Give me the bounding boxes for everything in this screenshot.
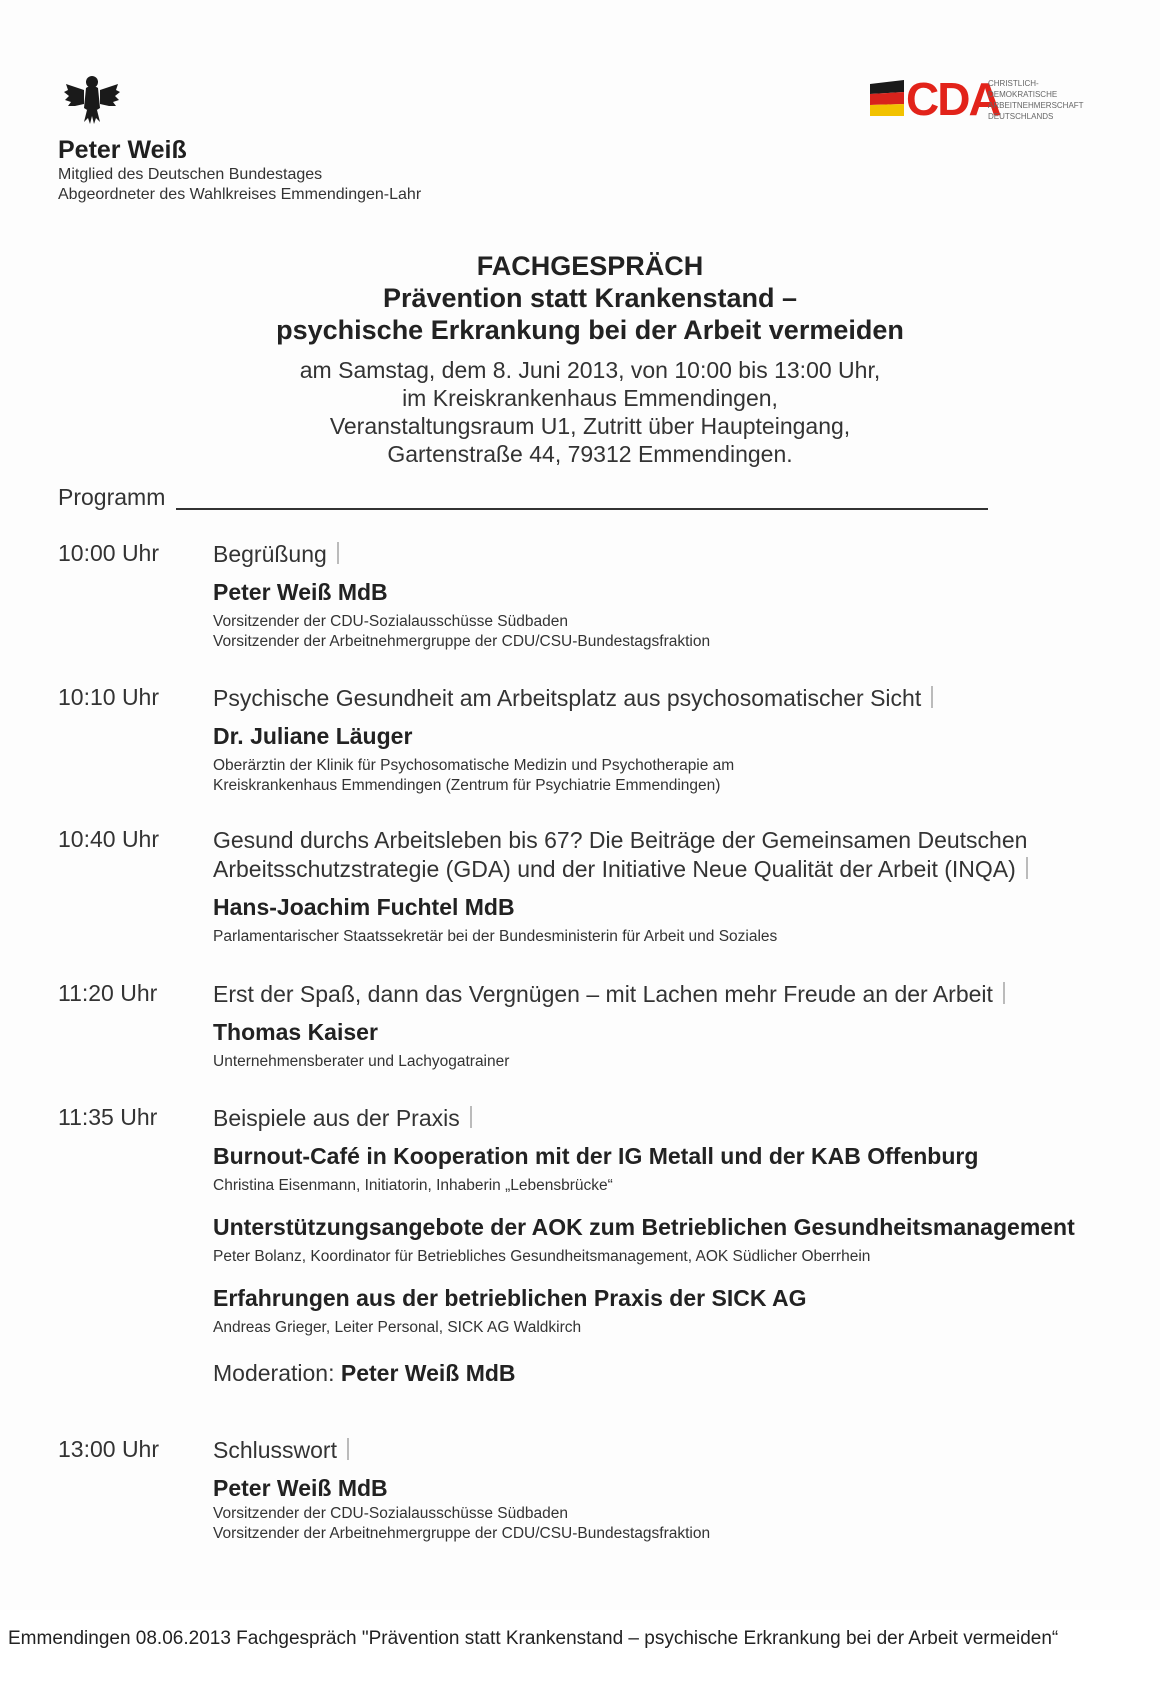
item-topic: Schlusswort [213,1436,1160,1465]
text-cursor-mark [337,542,339,564]
item-topic: Beispiele aus der Praxis [213,1104,1160,1133]
item-speaker: Dr. Juliane Läuger [213,723,413,749]
sender-name: Peter Weiß [58,136,187,164]
moderator-name: Peter Weiß MdB [340,1360,516,1386]
event-title-2: psychische Erkrankung bei der Arbeit vermeiden [276,315,904,345]
item-time: 11:20 Uhr [58,980,158,1006]
item-speaker: Peter Weiß MdB [213,1475,388,1501]
item-description: Unternehmensberater und Lachyogatrainer [213,1053,510,1070]
sub-item-title: Burnout-Café in Kooperation mit der IG Metall und der KAB Offenburg [213,1143,979,1169]
text-cursor-mark [1003,982,1005,1004]
event-room: Veranstaltungsraum U1, Zutritt über Haupteingang, [329,413,851,439]
item-time: 10:10 Uhr [58,684,160,710]
text-cursor-mark [931,686,933,708]
sub-item-description: Andreas Grieger, Leiter Personal, SICK AG Waldkirch [213,1319,582,1336]
item-topic: Gesund durchs Arbeitsleben bis 67? Die Beiträge der Gemeinsamen Deutschen Arbeitsschutzstrategie (GDA) und der Initiative Neue Qualität der Arbeit (INQA) [213,827,1028,882]
event-type: FACHGESPRÄCH [476,251,704,281]
text-cursor-mark [347,1438,349,1460]
sub-item-title: Erfahrungen aus der betrieblichen Praxis der SICK AG [213,1285,807,1311]
sender-block [58,136,421,205]
program-divider [176,508,988,510]
item-time: 10:00 Uhr [58,540,160,566]
program-label: Programm [58,484,166,510]
event-heading [0,250,1160,346]
cda-logo [870,73,1100,125]
item-description: Parlamentarischer Staatssekretär bei der Bundesministerin für Arbeit und Soziales [213,928,778,945]
item-speaker: Peter Weiß MdB [213,579,388,605]
german-flag-icon [870,80,904,116]
item-topic: Begrüßung [213,540,1160,569]
sender-line-2: Abgeordneter des Wahlkreises Emmendingen-Lahr [58,186,422,203]
event-date: am Samstag, dem 8. Juni 2013, von 10:00 bis 13:00 Uhr, [299,357,881,383]
sub-item-description: Peter Bolanz, Koordinator für Betriebliches Gesundheitsmanagement, AOK Südlicher Oberrhein [213,1248,871,1265]
item-topic: Erst der Spaß, dann das Vergnügen – mit Lachen mehr Freude an der Arbeit [213,980,1160,1009]
cda-letters: CDA [906,73,1000,125]
item-description: Oberärztin der Klinik für Psychosomatische Medizin und Psychotherapie am Kreiskrankenhaus Emmendingen (Zentrum für Psychiatrie Emmendingen) [213,757,735,794]
item-time: 10:40 Uhr [58,826,160,852]
event-title-1: Prävention statt Krankenstand – [382,283,798,313]
federal-eagle-icon [62,70,122,130]
event-address: Gartenstraße 44, 79312 Emmendingen. [387,441,793,467]
item-topic: Psychische Gesundheit am Arbeitsplatz aus psychosomatischer Sicht [213,684,1160,713]
item-description: Vorsitzender der CDU-Sozialausschüsse Südbaden Vorsitzender der Arbeitnehmergruppe der CDU/CSU-Bundestagsfraktion [213,613,711,650]
item-speaker: Hans-Joachim Fuchtel MdB [213,894,515,920]
sender-line-1: Mitglied des Deutschen Bundestages [58,166,323,183]
item-speaker: Thomas Kaiser [213,1019,378,1045]
item-description: Vorsitzender der CDU-Sozialausschüsse Südbaden Vorsitzender der Arbeitnehmergruppe der CDU/CSU-Bundestagsfraktion [213,1505,711,1542]
text-cursor-mark [470,1106,472,1128]
event-details [0,356,1160,468]
image-caption: Emmendingen 08.06.2013 Fachgespräch "Prävention statt Krankenstand – psychische Erkrankung bei der Arbeit vermeiden“ [8,1628,1059,1649]
event-venue: im Kreiskrankenhaus Emmendingen, [402,385,778,411]
sub-item-title: Unterstützungsangebote der AOK zum Betrieblichen Gesundheitsmanagement [213,1214,1075,1240]
item-time: 11:35 Uhr [58,1104,158,1130]
cda-subline: CHRISTLICH-DEMOKRATISCHE ARBEITNEHMERSCHAFT DEUTSCHLANDS [988,79,1084,121]
text-cursor-mark [1026,857,1028,879]
moderation-line: Moderation: Peter Weiß MdB [213,1360,516,1386]
item-time: 13:00 Uhr [58,1436,160,1462]
sub-item-description: Christina Eisenmann, Initiatorin, Inhaberin „Lebensbrücke“ [213,1177,613,1194]
